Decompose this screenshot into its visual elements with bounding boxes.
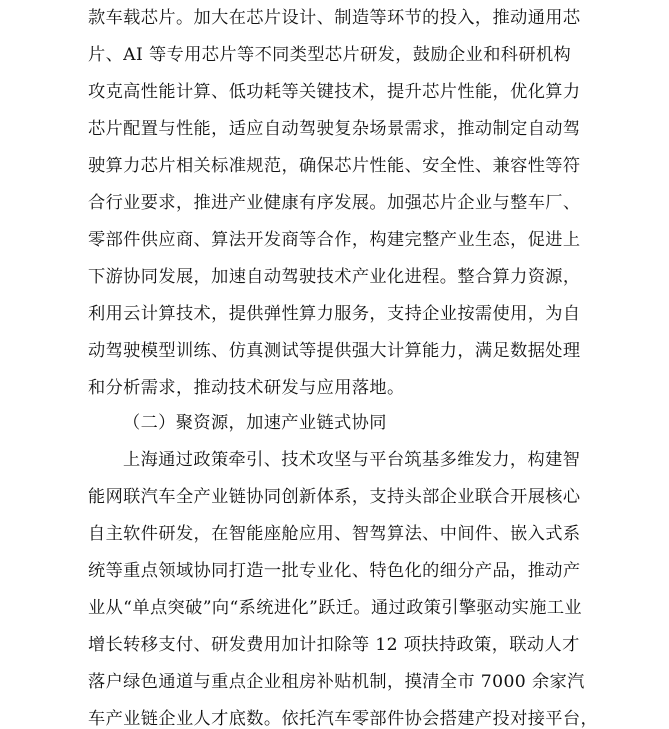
- paragraph-2-line: 车产业链企业人才底数。依托汽车零部件协会搭建产投对接平台，: [88, 709, 599, 729]
- paragraph-2-line: 增长转移支付、研发费用加计扣除等 12 项扶持政策，联动人才: [88, 635, 580, 655]
- paragraph-1-line: 款车载芯片。加大在芯片设计、制造等环节的投入，推动通用芯: [88, 8, 581, 28]
- paragraph-2-line: 上海通过政策牵引、技术攻坚与平台筑基多维发力，构建智: [123, 450, 581, 470]
- paragraph-2-line: 落户绿色通道与重点企业租房补贴机制，摸清全市 7000 余家汽: [88, 672, 585, 692]
- paragraph-1-line: 片、AI 等专用芯片等不同类型芯片研发，鼓励企业和科研机构: [88, 45, 572, 65]
- paragraph-1-line: 下游协同发展，加速自动驾驶技术产业化进程。整合算力资源，: [88, 267, 581, 287]
- paragraph-1-line: 攻克高性能计算、低功耗等关键技术，提升芯片性能，优化算力: [88, 82, 581, 102]
- paragraph-1-line: 驶算力芯片相关标准规范，确保芯片性能、安全性、兼容性等符: [88, 156, 581, 176]
- paragraph-2-line: 能网联汽车全产业链协同创新体系，支持头部企业联合开展核心: [88, 487, 581, 507]
- paragraph-1-line: 芯片配置与性能，适应自动驾驶复杂场景需求，推动制定自动驾: [88, 119, 581, 139]
- paragraph-2-line: 业从“单点突破”向“系统进化”跃迁。通过政策引擎驱动实施工业: [88, 598, 583, 618]
- paragraph-1-line: 零部件供应商、算法开发商等合作，构建完整产业生态，促进上: [88, 230, 581, 250]
- paragraph-1-line: 合行业要求，推进产业健康有序发展。加强芯片企业与整车厂、: [88, 193, 581, 213]
- paragraph-2-line: 自主软件研发，在智能座舱应用、智驾算法、中间件、嵌入式系: [88, 524, 581, 544]
- section-heading: （二）聚资源，加速产业链式协同: [123, 413, 387, 433]
- paragraph-1-line: 和分析需求，推动技术研发与应用落地。: [88, 378, 405, 398]
- paragraph-1-line: 动驾驶模型训练、仿真测试等提供强大计算能力，满足数据处理: [88, 341, 581, 361]
- paragraph-1-line: 利用云计算技术，提供弹性算力服务，支持企业按需使用，为自: [88, 304, 581, 324]
- paragraph-2-line: 统等重点领域协同打造一批专业化、特色化的细分产品，推动产: [88, 561, 581, 581]
